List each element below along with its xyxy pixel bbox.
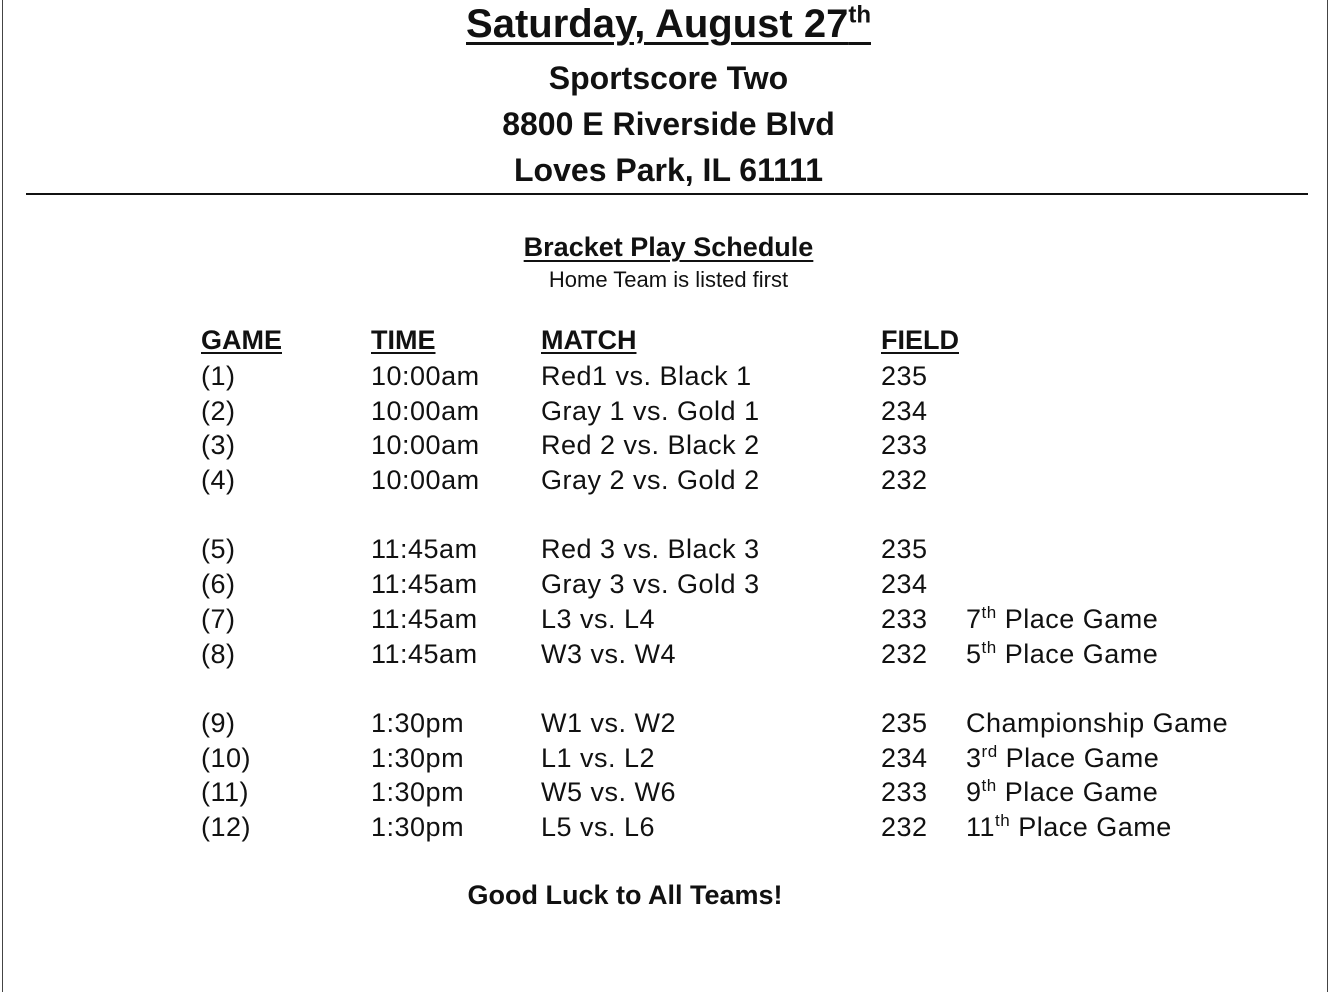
document-page xyxy=(2,0,1328,992)
game-cell: (8) xyxy=(201,639,236,669)
placement-ordinal: th xyxy=(981,776,997,795)
venue-name: Sportscore Two xyxy=(548,60,789,96)
game-cell: (10) xyxy=(201,743,252,773)
game-cell: (6) xyxy=(201,569,236,599)
time-cell: 1:30pm xyxy=(371,777,465,807)
column-header-time: TIME xyxy=(371,325,436,355)
game-cell: (9) xyxy=(201,708,236,738)
placement-note xyxy=(966,777,1158,808)
field-cell: 234 xyxy=(881,743,928,773)
time-cell: 10:00am xyxy=(371,430,480,460)
placement-number: 11 xyxy=(966,812,996,842)
field-cell: 234 xyxy=(881,569,928,599)
footer-message: Good Luck to All Teams! xyxy=(467,880,783,910)
time-cell: 11:45am xyxy=(371,569,478,599)
placement-label: Place Game xyxy=(996,639,1159,669)
placement-ordinal: th xyxy=(981,638,997,657)
placement-label: Place Game xyxy=(1010,812,1172,842)
placement-note xyxy=(966,743,1159,774)
game-cell: (7) xyxy=(201,604,236,634)
time-cell: 10:00am xyxy=(371,396,480,426)
placement-ordinal: rd xyxy=(981,742,998,761)
venue-street: 8800 E Riverside Blvd xyxy=(502,106,835,142)
match-cell: Red 3 vs. Black 3 xyxy=(541,534,760,564)
field-cell: 233 xyxy=(881,430,928,460)
field-cell: 232 xyxy=(881,639,928,669)
divider xyxy=(26,193,1308,195)
match-cell: Red 2 vs. Black 2 xyxy=(541,430,760,460)
placement-number: 9 xyxy=(966,777,982,807)
placement-number: 7 xyxy=(966,604,982,634)
game-cell: (12) xyxy=(201,812,252,842)
column-header-match: MATCH xyxy=(541,325,637,355)
field-cell: 235 xyxy=(881,361,928,391)
match-cell: L3 vs. L4 xyxy=(541,604,656,634)
placement-note xyxy=(966,812,1172,843)
match-cell: Gray 2 vs. Gold 2 xyxy=(541,465,760,495)
game-cell: (3) xyxy=(201,430,236,460)
field-cell: 233 xyxy=(881,604,928,634)
match-cell: L1 vs. L2 xyxy=(541,743,656,773)
match-cell: W3 vs. W4 xyxy=(541,639,677,669)
placement-number: 3 xyxy=(966,743,982,773)
field-cell: 232 xyxy=(881,465,928,495)
column-header-game: GAME xyxy=(201,325,282,355)
match-cell: W5 vs. W6 xyxy=(541,777,677,807)
time-cell: 11:45am xyxy=(371,639,478,669)
date-text: Saturday, August 27 xyxy=(466,2,849,46)
time-cell: 1:30pm xyxy=(371,708,465,738)
placement-note xyxy=(966,604,1158,635)
placement-ordinal: th xyxy=(995,811,1011,830)
placement-label: Place Game xyxy=(996,604,1159,634)
schedule-note: Home Team is listed first xyxy=(548,267,789,292)
time-cell: 11:45am xyxy=(371,604,478,634)
field-cell: 235 xyxy=(881,708,928,738)
match-cell: L5 vs. L6 xyxy=(541,812,656,842)
placement-note xyxy=(966,639,1158,670)
field-cell: 234 xyxy=(881,396,928,426)
field-cell: 235 xyxy=(881,534,928,564)
game-cell: (1) xyxy=(201,361,236,391)
match-cell: Red1 vs. Black 1 xyxy=(541,361,752,391)
venue-city: Loves Park, IL 61111 xyxy=(514,152,823,188)
match-cell: Gray 3 vs. Gold 3 xyxy=(541,569,760,599)
field-cell: 232 xyxy=(881,812,928,842)
placement-label: Place Game xyxy=(997,743,1160,773)
page-title xyxy=(0,2,1337,47)
placement-label: Championship Game xyxy=(966,708,1229,738)
placement-number: 5 xyxy=(966,639,982,669)
match-cell: Gray 1 vs. Gold 1 xyxy=(541,396,760,426)
time-cell: 10:00am xyxy=(371,361,480,391)
time-cell: 11:45am xyxy=(371,534,478,564)
schedule-title: Bracket Play Schedule xyxy=(523,232,814,262)
game-cell: (2) xyxy=(201,396,236,426)
time-cell: 1:30pm xyxy=(371,743,465,773)
placement-ordinal: th xyxy=(981,603,997,622)
placement-note xyxy=(966,708,1228,739)
time-cell: 10:00am xyxy=(371,465,480,495)
game-cell: (11) xyxy=(201,777,250,807)
placement-label: Place Game xyxy=(996,777,1159,807)
game-cell: (4) xyxy=(201,465,236,495)
game-cell: (5) xyxy=(201,534,236,564)
date-suffix: th xyxy=(848,1,871,29)
field-cell: 233 xyxy=(881,777,928,807)
time-cell: 1:30pm xyxy=(371,812,465,842)
column-header-field: FIELD xyxy=(881,325,959,355)
match-cell: W1 vs. W2 xyxy=(541,708,677,738)
